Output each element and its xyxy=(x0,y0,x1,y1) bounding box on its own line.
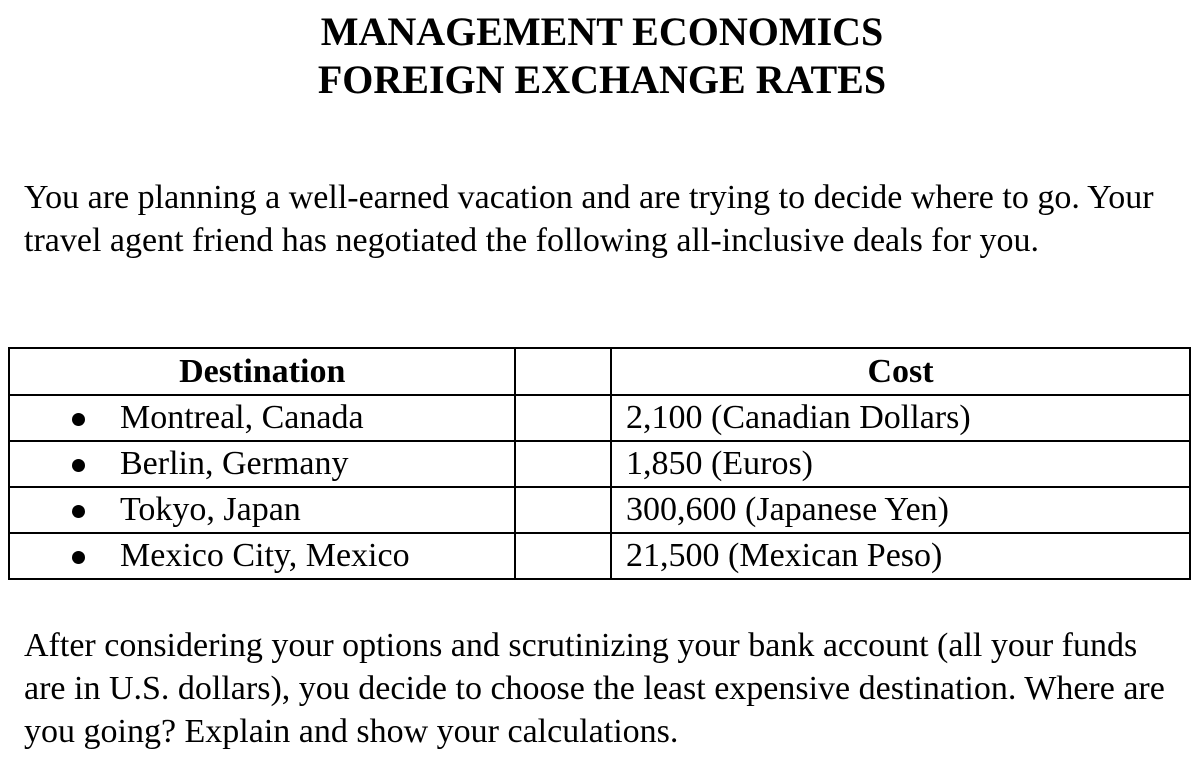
bullet-icon xyxy=(72,413,85,426)
destination-name: Montreal, Canada xyxy=(120,399,364,436)
title-line-2: FOREIGN EXCHANGE RATES xyxy=(317,57,887,102)
bullet-icon xyxy=(72,459,85,472)
table-row xyxy=(9,441,1190,487)
destination-cell xyxy=(9,487,515,533)
destination-cell xyxy=(9,533,515,579)
middle-cell xyxy=(515,395,611,441)
destination-name: Mexico City, Mexico xyxy=(120,537,410,574)
cost-cell: 2,100 (Canadian Dollars) xyxy=(611,395,1190,441)
outro-paragraph: After considering your options and scrutinizing your bank account (all your funds are in U.S. dollars), you decide to choose the least expensive destination. Where are you going? Explain and show your calculations. xyxy=(24,627,1165,750)
intro-paragraph: You are planning a well-earned vacation and are trying to decide where to go. Your travel agent friend has negotiated the following all-inclusive deals for you. xyxy=(24,179,1154,259)
destination-name: Tokyo, Japan xyxy=(120,491,301,528)
title-line-1: MANAGEMENT ECONOMICS xyxy=(320,9,884,54)
destination-cell xyxy=(9,395,515,441)
destination-header: Destination xyxy=(9,348,515,395)
middle-cell xyxy=(515,533,611,579)
table-row xyxy=(9,533,1190,579)
bullet-icon xyxy=(72,505,85,518)
vacation-deals-table xyxy=(8,347,1191,580)
middle-header xyxy=(515,348,611,395)
bullet-icon xyxy=(72,551,85,564)
middle-cell xyxy=(515,441,611,487)
destination-name: Berlin, Germany xyxy=(120,445,349,482)
middle-cell xyxy=(515,487,611,533)
table-header-row xyxy=(9,348,1190,395)
cost-cell: 1,850 (Euros) xyxy=(611,441,1190,487)
cost-cell: 21,500 (Mexican Peso) xyxy=(611,533,1190,579)
cost-header: Cost xyxy=(611,348,1190,395)
table-row xyxy=(9,487,1190,533)
cost-cell: 300,600 (Japanese Yen) xyxy=(611,487,1190,533)
destination-cell xyxy=(9,441,515,487)
table-row xyxy=(9,395,1190,441)
